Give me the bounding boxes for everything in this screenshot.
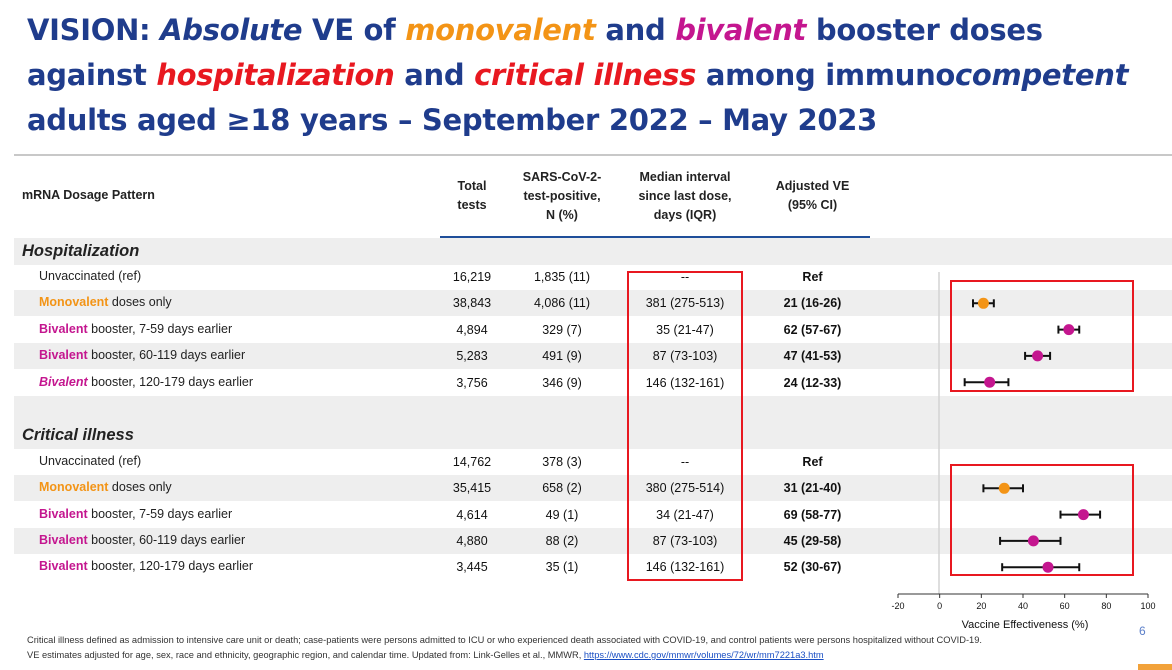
x-tick-label: 20 xyxy=(976,601,987,611)
total-tests: 16,219 xyxy=(452,270,492,284)
adjusted-ve: 45 (29-58) xyxy=(783,534,842,548)
test-positive: 378 (3) xyxy=(542,455,582,469)
adjusted-ve: Ref xyxy=(802,270,823,284)
row-label: Bivalent booster, 60-119 days earlier xyxy=(39,348,246,362)
total-tests: 38,843 xyxy=(452,296,492,310)
test-positive: 4,086 (11) xyxy=(533,296,591,310)
test-positive: 329 (7) xyxy=(542,323,582,337)
total-tests: 35,415 xyxy=(452,481,492,495)
col-header-total: Total tests xyxy=(457,179,487,212)
ve-point xyxy=(978,298,989,309)
total-tests: 3,445 xyxy=(456,560,488,574)
section-title-critical-illness: Critical illness xyxy=(22,426,134,444)
adjusted-ve: 52 (30-67) xyxy=(783,560,842,574)
test-positive: 88 (2) xyxy=(545,534,579,548)
test-positive: 1,835 (11) xyxy=(533,270,591,284)
median-interval: -- xyxy=(680,455,690,469)
median-interval: -- xyxy=(680,270,690,284)
total-tests: 4,614 xyxy=(456,508,488,522)
x-tick-label: 40 xyxy=(1017,601,1029,611)
footnote-line-2: VE estimates adjusted for age, sex, race and ethnicity, geographic region, and calendar time. Updated from: Link-Gelles et al., MMWR, https://www.cdc.gov/mmwr/volumes/72/wr/mm7221a3.htm xyxy=(27,650,824,660)
row-label: Unvaccinated (ref) xyxy=(39,454,142,468)
x-tick-label: 0 xyxy=(937,601,943,611)
adjusted-ve: 47 (41-53) xyxy=(783,349,842,363)
test-positive: 658 (2) xyxy=(542,481,582,495)
slide-title: VISION: Absolute VE of monovalent and bivalent booster doses against hospitalization and critical illness among immunocompetent adults aged ≥18 years – September 2022 – May 2023 xyxy=(27,13,1129,137)
source-link[interactable]: https://www.cdc.gov/mmwr/volumes/72/wr/mm7221a3.htm xyxy=(583,650,824,660)
test-positive: 346 (9) xyxy=(542,376,582,390)
x-axis-title: Vaccine Effectiveness (%) xyxy=(961,619,1089,631)
row-label: Bivalent booster, 120-179 days earlier xyxy=(39,559,254,573)
footnote xyxy=(27,633,1157,663)
row-label: Monovalent doses only xyxy=(39,295,172,309)
col-header-interval: Median interval since last dose, days (IQR) xyxy=(638,170,732,222)
x-tick-label: -20 xyxy=(891,601,905,611)
total-tests: 5,283 xyxy=(456,349,488,363)
median-interval: 380 (275-514) xyxy=(645,481,725,495)
accent-bar xyxy=(1138,664,1172,670)
ve-point xyxy=(984,377,995,388)
total-tests: 3,756 xyxy=(456,376,488,390)
test-positive: 491 (9) xyxy=(542,349,582,363)
adjusted-ve: 24 (12-33) xyxy=(783,376,842,390)
total-tests: 4,894 xyxy=(456,323,488,337)
test-positive: 35 (1) xyxy=(545,560,579,574)
col-header-pattern: mRNA Dosage Pattern xyxy=(22,188,155,202)
median-interval: 87 (73-103) xyxy=(652,349,718,363)
median-interval: 87 (73-103) xyxy=(652,534,718,548)
ve-point xyxy=(1032,350,1043,361)
adjusted-ve: 69 (58-77) xyxy=(783,508,842,522)
ve-point xyxy=(1043,562,1054,573)
footnote-line-1: Critical illness defined as admission to intensive care unit or death; case-patients were persons admitted to ICU or who experienced death associated with COVID-19, and control patients were persons hospitalized without COVID-19. xyxy=(27,635,982,645)
row-label: Bivalent booster, 120-179 days earlier xyxy=(39,375,254,389)
median-interval: 35 (21-47) xyxy=(656,323,714,337)
total-tests: 14,762 xyxy=(452,455,492,469)
col-header-positive: SARS-CoV-2- test-positive, N (%) xyxy=(522,170,602,222)
adjusted-ve: 31 (21-40) xyxy=(783,481,842,495)
row-label: Unvaccinated (ref) xyxy=(39,269,142,283)
adjusted-ve: 21 (16-26) xyxy=(783,296,842,310)
x-tick-label: 100 xyxy=(1140,601,1156,611)
x-tick-label: 80 xyxy=(1101,601,1112,611)
row-label: Bivalent booster, 7-59 days earlier xyxy=(39,322,233,336)
x-tick-label: 60 xyxy=(1059,601,1070,611)
total-tests: 4,880 xyxy=(456,534,488,548)
median-interval: 146 (132-161) xyxy=(645,560,725,574)
row-label: Monovalent doses only xyxy=(39,480,172,494)
median-interval: 381 (275-513) xyxy=(645,296,725,310)
adjusted-ve: Ref xyxy=(802,455,823,469)
adjusted-ve: 62 (57-67) xyxy=(783,323,842,337)
median-interval: 34 (21-47) xyxy=(656,508,714,522)
test-positive: 49 (1) xyxy=(545,508,579,522)
section-title-hospitalization: Hospitalization xyxy=(22,242,140,260)
page-number: 6 xyxy=(1139,624,1146,638)
ve-point xyxy=(1028,535,1039,546)
median-interval: 146 (132-161) xyxy=(645,376,725,390)
col-header-ve: Adjusted VE (95% CI) xyxy=(775,179,850,212)
ve-point xyxy=(999,483,1010,494)
ve-point xyxy=(1078,509,1089,520)
ve-point xyxy=(1063,324,1074,335)
row-label: Bivalent booster, 7-59 days earlier xyxy=(39,507,233,521)
row-label: Bivalent booster, 60-119 days earlier xyxy=(39,533,246,547)
